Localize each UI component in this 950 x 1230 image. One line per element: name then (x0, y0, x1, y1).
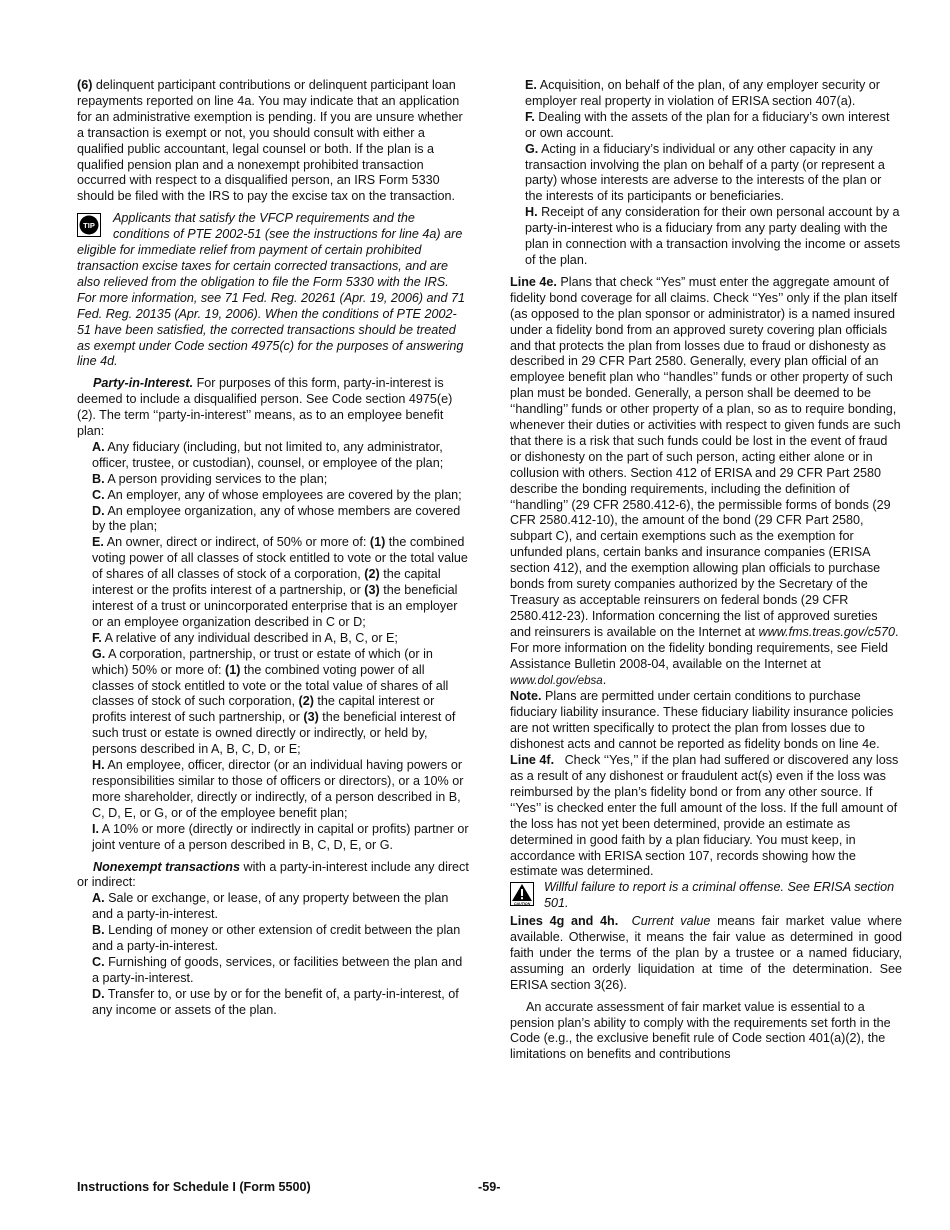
caution-icon (510, 882, 534, 906)
list-item: F. Dealing with the assets of the plan for a fiduciary’s own interest or own account. (525, 109, 890, 140)
line-4g-4h-paragraph: Lines 4g and 4h. Current value means fair market value where available. Otherwise, it means the fair value as determined in good faith under the terms of the plan by a trustee or a named fiduciary, assuming an orderly liquidation at time of the determination. See ERISA section 3(26). (510, 914, 903, 992)
caution-note (510, 880, 902, 912)
page-number: -59- (478, 1180, 501, 1194)
tip-text: Applicants that satisfy the VFCP requirements and the conditions of PTE 2002-51 (see the instructions for line 4a) are eligible for immediate relief from payment of certain prohibited transaction excise taxes for certain corrected transactions, and are also relieved from the obligation to file the Form 5330 with the IRS. For more information, see 71 Fed. Reg. 20261 (Apr. 19, 2006) and 71 Fed. Reg. 20135 (Apr. 19, 2006). When the conditions of PTE 2002-51 have been satisfied, the corrected transactions should be treated as exempt under Code section 4975(c) for the purposes of answering line 4d. (77, 211, 466, 369)
list-item: D. Transfer to, or use by or for the benefit of, a party-in-interest, of any income or assets of the plan. (92, 986, 459, 1017)
note-heading: Note. (510, 689, 542, 704)
caution-icon-label: CAUTION (513, 902, 531, 907)
list-item: E. Acquisition, on behalf of the plan, of any employer security or employer real property in violation of ERISA section 407(a). (525, 78, 880, 108)
list-item: B. A person providing services to the plan; (92, 471, 328, 486)
paragraph-item-6 (77, 78, 469, 205)
line-4e-paragraph: Line 4e. Plans that check “Yes” must enter the aggregate amount of fidelity bond coverage for all claims. Check ‘‘Yes’’ only if the plan itself (as opposed to the plan sponsor or administrator) is a named insured under a fidelity bond from an approved surety covering plan officials and that protects the plan from losses due to fraud or dishonesty as described in 29 CFR Part 2580. Generally, every plan official of an employee benefit plan who ‘‘handles’’ funds or other property of such plan must be bonded. Generally, a person shall be deemed to be ‘‘handling’’ funds or other property of a plan, so as to require bonding, whenever their duties or activities with respect to given funds are such that there is a risk that such funds could be lost in the event of fraud or dishonesty on the part of such person, acting either alone or in collusion with others. Section 412 of ERISA and 29 CFR Part 2580 describe the bonding requirements, including the definition of ‘‘handling’’ (29 CFR 2580.412-6), the permissible forms of bonds (29 CFR 2580.412-10), the amount of the bond (29 CFR Part 2580, subpart C), and certain exemptions such as the exemption for unfunded plans, certain banks and insurance companies (ERISA section 412), and the exemption allowing plan officials to purchase bonds from surety companies authorized by the Secretary of the Treasury as acceptable reinsurers on federal bonds (29 CFR 2580.412-23). Information concerning the list of approved sureties and reinsurers is available on the Internet at www.fms.treas.gov/c570. For more information on the fidelity bonding requirements, see Field Assistance Bulletin 2008-04, available on the Internet at www.dol.gov/ebsa. (510, 274, 901, 687)
nonexempt-list (77, 891, 469, 1018)
right-column (510, 78, 902, 1063)
nonexempt-paragraph (77, 860, 469, 892)
tip-icon (77, 213, 101, 237)
nonexempt-list-continued (510, 78, 902, 269)
list-item: A. Sale or exchange, or lease, of any property between the plan and a party-in-interest. (92, 891, 449, 922)
paragraph-text: delinquent participant contributions or delinquent participant loan repayments reported on line 4a. You may indicate that an application for an administrative exemption is pending. If you are unsure whether a transaction is exempt or not, you should consult with either a qualified public accountant, legal counsel or both. If the plan is a qualified pension plan and a nonexempt prohibited transaction occurred with respect to a disqualified person, an IRS Form 5330 should be filed with the IRS to pay the excise tax on the transaction. (77, 78, 463, 204)
list-item: A. Any fiduciary (including, but not limited to, any administrator, officer, trustee, or custodian), counsel, or employee of the plan; (92, 439, 444, 470)
tip-icon-label: TIP (83, 221, 95, 231)
note-paragraph: Note. Plans are permitted under certain conditions to purchase fiduciary liability insurance. These fiduciary liability insurance policies are not written specifically to protect the plan from losses due to dishonest acts and cannot be reported as fidelity bonds on line 4e. (510, 689, 894, 752)
line-4e-heading: Line 4e. (510, 274, 557, 289)
item-number: (6) (77, 78, 93, 92)
list-item: D. An employee organization, any of whose members are covered by the plan; (92, 503, 461, 534)
list-item: I. A 10% or more (directly or indirectly in capital or profits) partner or joint venture of a person described in B, C, D, E, or G. (92, 821, 469, 852)
list-item: B. Lending of money or other extension of credit between the plan and a party-in-interest. (92, 923, 461, 954)
footer-title: Instructions for Schedule I (Form 5500) (77, 1180, 311, 1194)
list-item: C. An employer, any of whose employees are covered by the plan; (92, 487, 462, 502)
line-4f-paragraph: Line 4f. Check ‘‘Yes,’’ if the plan had suffered or discovered any loss as a result of any dishonest or fraudulent act(s) even if the loss was reimbursed by the plan’s fidelity bond or from any other source. If ‘‘Yes’’ is checked enter the full amount of the loss. If the full amount of the loss has not yet been determined, provide an estimate as determined in good faith by a plan fiduciary. You must keep, in accordance with ERISA section 107, records showing how the estimate was determined. (510, 753, 902, 879)
left-column (77, 78, 469, 1019)
party-in-interest-heading: Party-in-Interest. (93, 376, 194, 391)
caution-text: Willful failure to report is a criminal offense. See ERISA section 501. (544, 880, 895, 911)
party-in-interest-text: For purposes of this form, party-in-interest is deemed to include a disqualified person. See Code section 4975(e)(2). The term ‘‘party-in-interest’’ means, as to an employee benefit plan: (77, 376, 453, 439)
list-item: H. Receipt of any consideration for their own personal account by a party-in-interest who is a fiduciary from any party dealing with the plan in connection with a transaction involving the income or assets of the plan. (525, 205, 901, 267)
list-item: G. Acting in a fiduciary’s individual or any other capacity in any transaction involving the plan on behalf of a party (or represent a party) whose interests are adverse to the interests of the plan or the interests of its participants or beneficiaries. (525, 141, 885, 204)
list-item: G. A corporation, partnership, or trust or estate of which (or in which) 50% or more of: (1) the combined voting power of all classes of stock entitled to vote or the total value of shares of all classes of stock of such corporation, (2) the capital interest or profits interest of such partnership, or (3) the beneficial interest of such trust or estate is owned directly or indirectly, or held by, persons described in A, B, C, D, or E; (92, 646, 456, 757)
list-item: F. A relative of any individual described in A, B, C, or E; (92, 630, 398, 645)
tip-note (77, 211, 469, 370)
list-item: H. An employee, officer, director (or an individual having powers or responsibilities similar to those of officers or directors), or a 10% or more shareholder, directly or indirectly, of a person described in B, C, D, E, or G, or of the employee benefit plan; (92, 758, 464, 820)
line-4g-4h-heading: Lines 4g and 4h. (510, 914, 619, 929)
list-item: C. Furnishing of goods, services, or facilities between the plan and a party-in-interest. (92, 954, 463, 985)
dol-link[interactable]: www.dol.gov/ebsa (510, 674, 603, 687)
fms-link[interactable]: www.fms.treas.gov/c570 (758, 624, 896, 639)
fair-market-value-paragraph: An accurate assessment of fair market value is essential to a pension plan’s ability to comply with the requirements set forth in the Code (e.g., the exclusive benefit rule of Code section 401(a)(2), the limitations on benefits and contributions (510, 999, 891, 1062)
line-4f-heading: Line 4f. (510, 753, 555, 768)
nonexempt-heading: Nonexempt transactions (93, 859, 240, 874)
party-in-interest-paragraph (77, 376, 469, 440)
party-in-interest-list (77, 440, 469, 854)
nonexempt-text: with a party-in-interest include any direct or indirect: (77, 859, 469, 890)
list-item: E. An owner, direct or indirect, of 50% or more of: (1) the combined voting power of all classes of stock entitled to vote or the total value of shares of all classes of stock of a corporation, (2) the capital interest or the profits interest of a partnership, or (3) the beneficial interest of a trust or unincorporated enterprise that is an employer or an employee organization described in C or D; (92, 535, 468, 629)
